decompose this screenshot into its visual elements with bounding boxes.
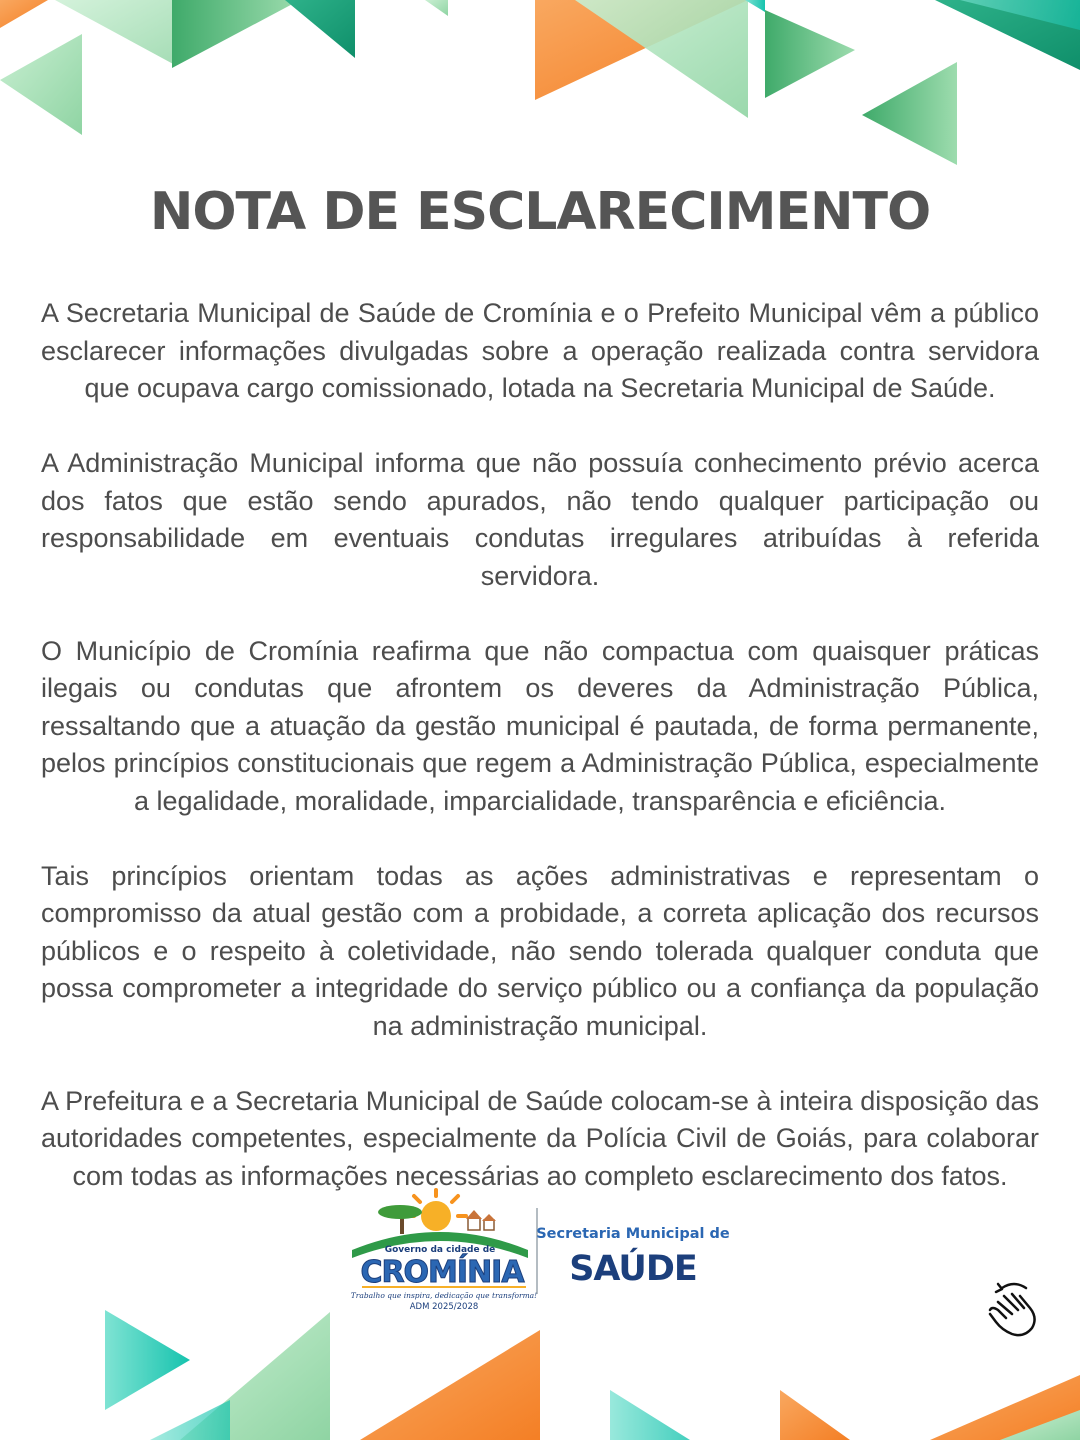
hand-swipe-icon [984,1280,1044,1340]
sun-icon [378,1190,496,1234]
logo-area [348,1188,738,1316]
city-name: CROMÍNIA [360,1255,524,1290]
paragraph: A Administração Municipal informa que não possuía conhecimento prévio acerca dos fatos que estão sendo apurados, não tendo qualquer participação ou responsabilidade em eventuais condutas irregulares atribuídas à referida servidora. [41,448,1039,591]
paragraph: Tais princípios orientam todas as ações administrativas e representam o compromisso da atual gestão com a probidade, a correta aplicação dos recursos públicos e o respeito à coletividade, não sendo tolerada qualquer conduta que possa comprometer a integridade do serviço público ou a confiança da população na administração municipal. [41,860,1039,1041]
city-term: ADM 2025/2028 [409,1302,479,1312]
city-logo [348,1188,738,1316]
page-title: NOTA DE ESCLARECIMENTO [149,182,931,242]
city-slogan: Trabalho que inspira, dedicação que transforma! [350,1291,538,1300]
city-top-text: Governo da cidade de [384,1245,496,1255]
department-line1: Secretaria Municipal de [536,1226,730,1242]
paragraph: A Prefeitura e a Secretaria Municipal de Saúde colocam-se à inteira disposição das autoridades competentes, especialmente da Polícia Civil de Goiás, para colaborar com todas as informações necessárias ao completo esclarecimento dos fatos. [41,1085,1039,1191]
paragraph: A Secretaria Municipal de Saúde de Cromínia e o Prefeito Municipal vêm a público esclarecer informações divulgadas sobre a operação realizada contra servidora que ocupava cargo comissionado, lotada na Secretaria Municipal de Saúde. [41,298,1039,403]
paragraph: O Município de Cromínia reafirma que não compactua com quaisquer práticas ilegais ou condutas que afrontem os deveres da Administração Pública, ressaltando que a atuação da gestão municipal é pautada, de forma permanente, pelos princípios constitucionais que regem a Administração Pública, especialmente a legalidade, moralidade, imparcialidade, transparência e eficiência. [41,635,1039,816]
department-line2: SAÚDE [569,1249,697,1289]
notice-body [41,295,1039,1233]
